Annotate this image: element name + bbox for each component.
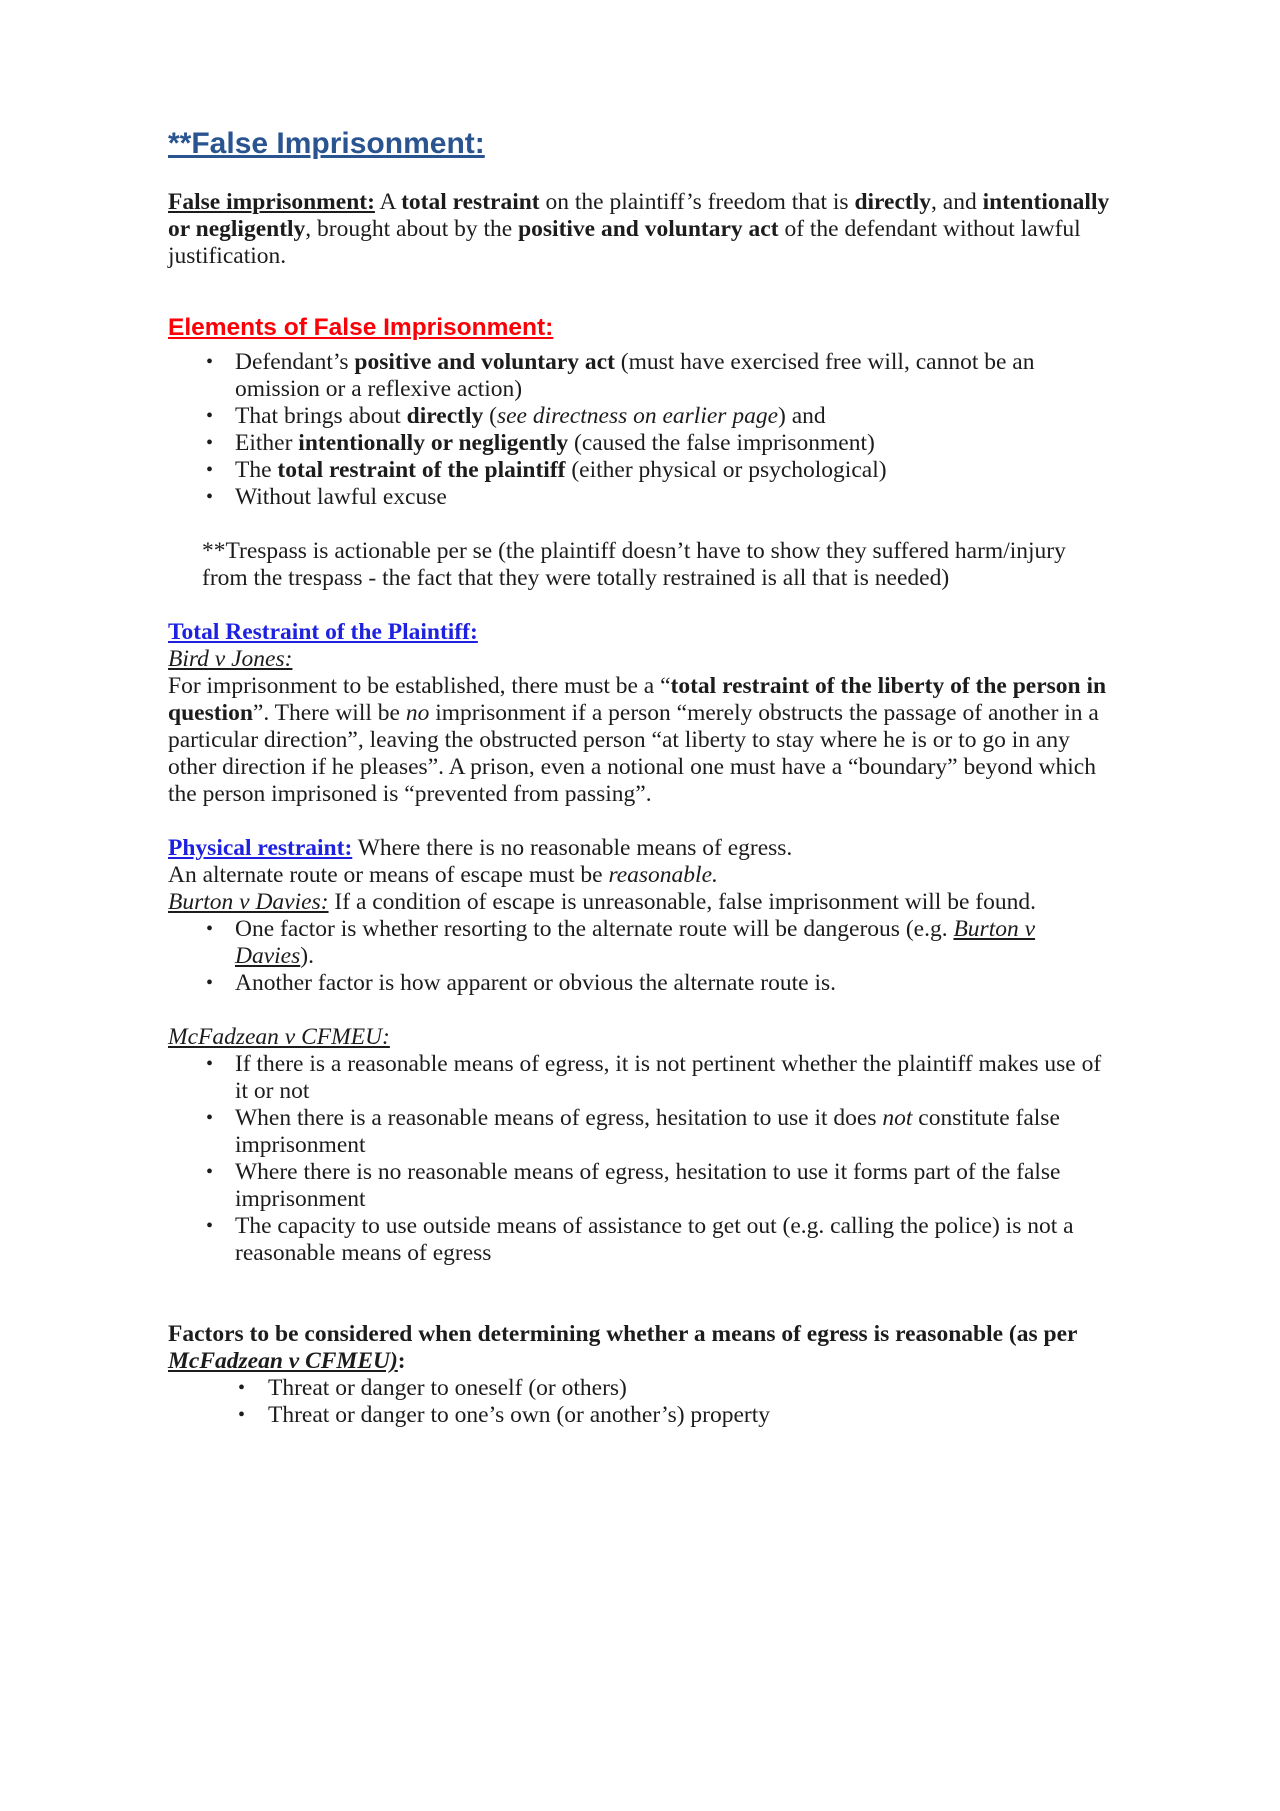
alternate-route-line [168,862,1115,889]
text-run: Bird v Jones: [168,646,293,672]
spacer [168,997,1115,1024]
egress-factors-list [168,916,1115,997]
text-run: ( [483,403,497,429]
text-run: no [405,700,430,726]
list-item [168,457,1115,484]
list-item [168,430,1115,457]
text-run: total restraint [401,189,540,215]
physical-restraint-paragraph [168,835,1115,862]
text-run: Burton v Davies: [168,889,329,915]
doc-title [168,126,1115,162]
text-run: False imprisonment: [168,189,375,215]
list-item [168,403,1115,430]
text-run: Burton v Davies [235,916,1036,969]
text-run: For imprisonment to be established, there must be a “ [168,673,671,699]
bullet-icon: • [206,1215,214,1237]
text-run: total restraint of the liberty of the person in question [168,673,1107,726]
spacer [168,162,1115,189]
case-bird-v-jones [168,646,1115,673]
text-run: Defendant’s [235,349,355,375]
bullet-icon: • [206,1053,214,1075]
bullet-icon: • [206,486,214,508]
text-run: Threat or danger to one’s own (or another’s) property [268,1402,771,1428]
text-run: One factor is whether resorting to the alternate route will be dangerous (e.g. [235,916,954,942]
text-run: McFadzean v CFMEU) [168,1348,398,1374]
case-mcfadzean [168,1024,1115,1051]
text-run: Where there is no reasonable means of egress, hesitation to use it forms part of the false imprisonment [235,1159,1061,1212]
bullet-icon: • [206,405,214,427]
bullet-icon: • [206,972,214,994]
text-run: (either physical or psychological) [565,457,887,483]
list-item [168,1375,1115,1402]
text-run: Another factor is how apparent or obvious the alternate route is. [235,970,837,996]
list-item [168,1051,1115,1105]
bullet-icon: • [206,918,214,940]
text-run: If a condition of escape is unreasonable, false imprisonment will be found. [328,889,1036,915]
spacer [168,270,1115,297]
list-item [168,1105,1115,1159]
text-run: not [882,1105,913,1131]
list-item [168,1402,1115,1429]
text-run: Where there is no reasonable means of egress. [352,835,793,861]
text-run: The capacity to use outside means of assistance to get out (e.g. calling the police) is not a reasonable means of egress [235,1213,1074,1266]
text-run: Total Restraint of the Plaintiff: [168,619,478,645]
bullet-icon: • [206,1161,214,1183]
factors-list [168,1375,1115,1429]
spacer [168,592,1115,619]
bullet-icon: • [206,1107,214,1129]
list-item [168,1213,1115,1267]
bullet-icon: • [206,351,214,373]
list-item [168,970,1115,997]
text-run: That brings about [235,403,407,429]
factors-heading [168,1321,1115,1375]
text-run: ”. There will be [252,700,406,726]
bullet-icon: • [238,1377,246,1399]
text-run: : [397,1348,406,1374]
text-run: The [235,457,278,483]
trespass-note [168,538,1115,592]
list-item [168,916,1115,970]
text-run: see directness on earlier page [496,403,778,429]
text-run: An alternate route or means of escape must be [168,862,609,888]
text-run: total restraint of the plaintiff [277,457,566,483]
bird-v-jones-paragraph [168,673,1115,808]
bullet-icon: • [206,432,214,454]
list-item [168,484,1115,511]
elements-list [168,349,1115,511]
spacer [168,511,1115,538]
text-run: constitute false imprisonment [235,1105,1060,1158]
spacer [168,808,1115,835]
elements-heading [168,313,1115,342]
text-run: When there is a reasonable means of egress, hesitation to use it does [235,1105,883,1131]
text-run: Physical restraint: [168,835,353,861]
text-run: directly [406,403,484,429]
text-run: intentionally or negligently [298,430,569,456]
text-run: positive and voluntary act [354,349,615,375]
text-run: intentionally or negligently [168,189,1110,242]
text-run: Elements of False Imprisonment: [168,314,554,341]
text-run: Threat or danger to oneself (or others) [268,1375,627,1401]
text-run: directly [854,189,932,215]
bullet-icon: • [238,1404,246,1426]
text-run: of the defendant without lawful justification. [168,216,1081,269]
text-run: ) and [778,403,826,429]
text-run: on the plaintiff’s freedom that is [539,189,855,215]
total-restraint-heading [168,619,1115,646]
document-content [168,126,1115,1429]
text-run: reasonable. [608,862,718,888]
list-item [168,349,1115,403]
text-run: If there is a reasonable means of egress, it is not pertinent whether the plaintiff makes use of it or not [235,1051,1102,1104]
spacer [168,1267,1115,1294]
text-run: ). [300,943,314,969]
list-item [168,1159,1115,1213]
text-run: positive and voluntary act [518,216,779,242]
text-run: imprisonment if a person “merely obstructs the passage of another in a particular direction”, leaving the obstructed person “at liberty to stay where he is or to go in any other direction if he pleases”. A prison, even a notional one must have a “boundary” beyond which the person imprisoned is “prevented from passing”. [168,700,1099,807]
text-run: Factors to be considered when determining whether a means of egress is reasonable (as per [168,1321,1078,1347]
text-run: A [374,189,402,215]
burton-v-davies-paragraph [168,889,1115,916]
bullet-icon: • [206,459,214,481]
definition-paragraph [168,189,1115,270]
spacer [168,1294,1115,1321]
text-run: (must have exercised free will, cannot be an omission or a reflexive action) [235,349,1035,402]
text-run: , brought about by the [305,216,519,242]
text-run: **Trespass is actionable per se (the plaintiff doesn’t have to show they suffered harm/injury from the trespass - the fact that they were totally restrained is all that is needed) [202,538,1066,591]
mcfadzean-list [168,1051,1115,1267]
text-run: Either [235,430,299,456]
text-run: **False Imprisonment: [168,127,485,160]
text-run: Without lawful excuse [235,484,447,510]
text-run: , and [931,189,983,215]
text-run: McFadzean v CFMEU: [168,1024,390,1050]
text-run: (caused the false imprisonment) [568,430,875,456]
